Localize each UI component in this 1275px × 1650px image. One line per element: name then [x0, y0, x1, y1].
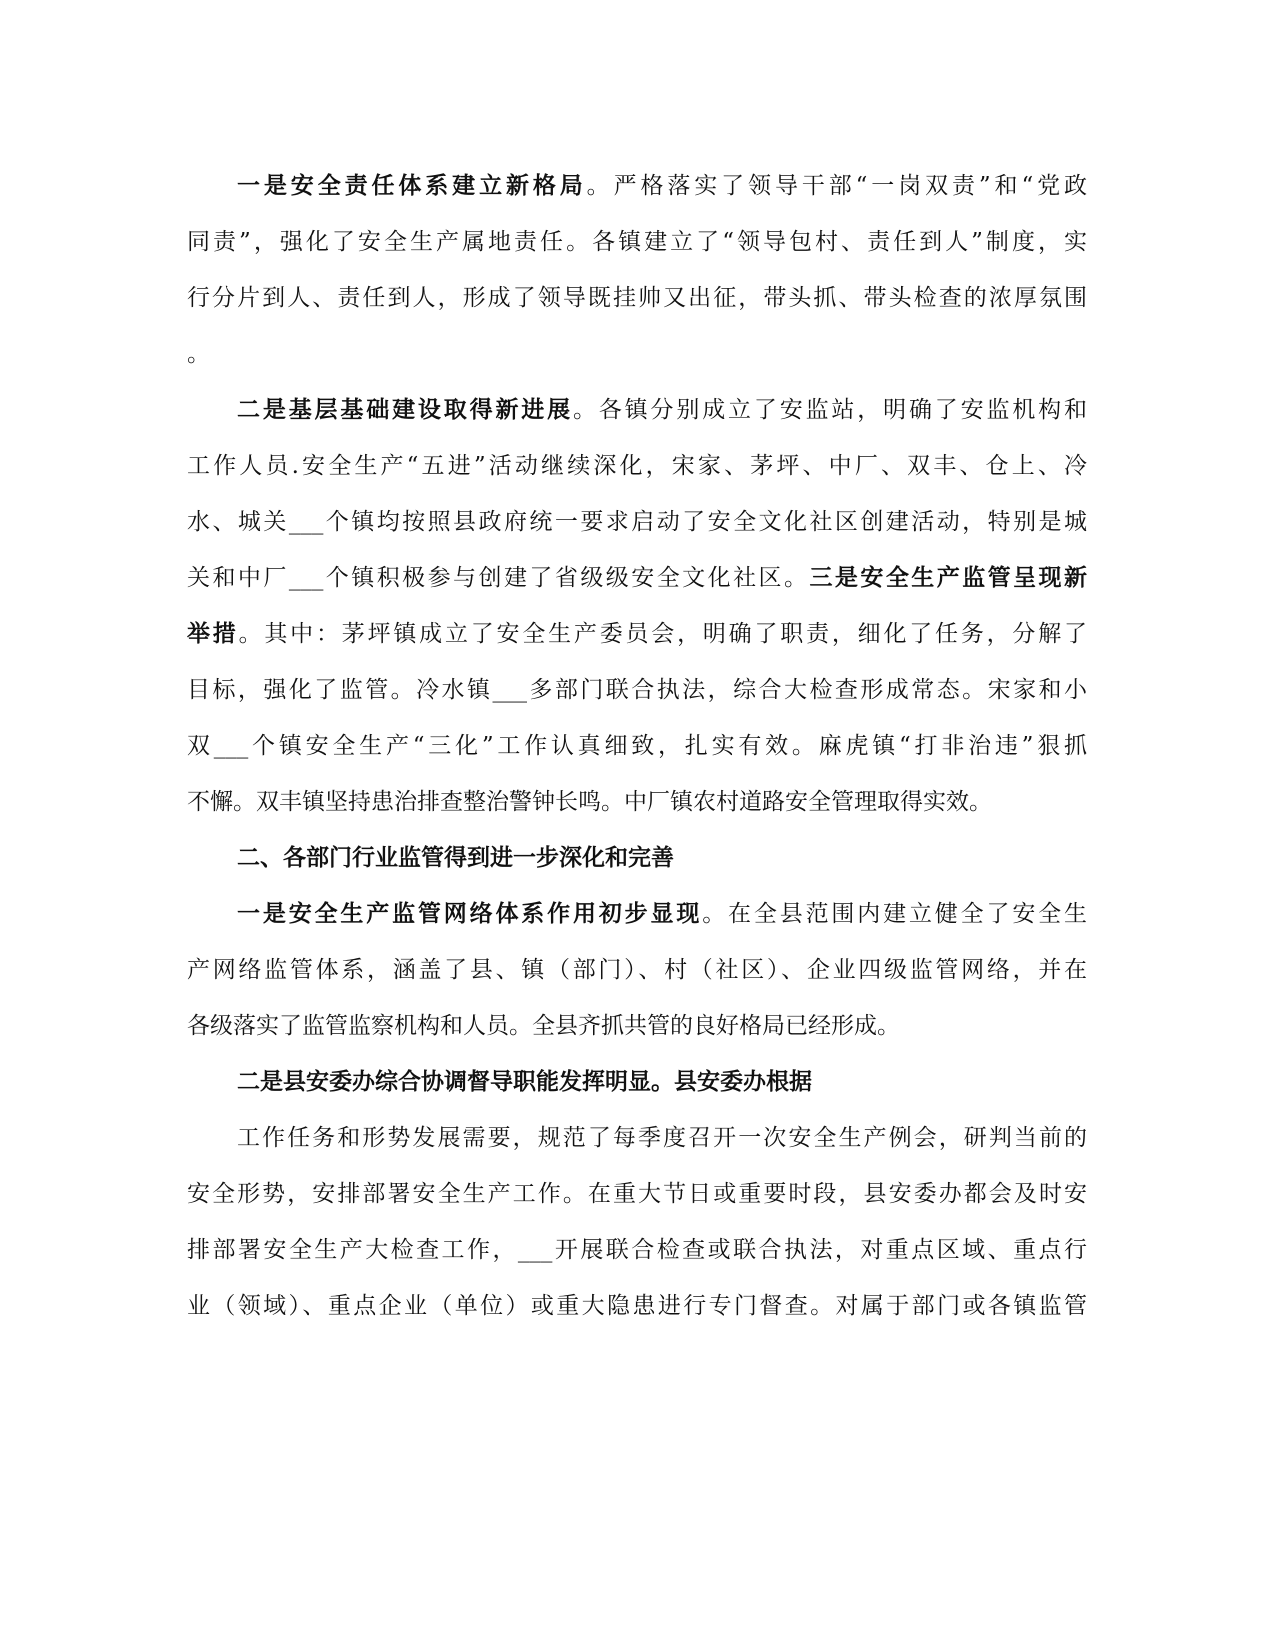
body-text: 。其中：茅坪镇成立了安全生产委员会，明确了职责，细化了任务，分解了 [238, 621, 1088, 647]
body-text: 。严格落实了领导干部“一岗双责”和“党政 [586, 173, 1087, 199]
bold-heading: 二是县安委办综合协调督导职能发挥明显。县安委办根据 [237, 1068, 812, 1095]
bold-heading: 二是基层基础建设取得新进展 [237, 396, 573, 423]
paragraph-line: 水、城关___个镇均按照县政府统一要求启动了安全文化社区创建活动，特别是城 [187, 509, 1087, 535]
body-text: 。各镇分别成立了安监站，明确了安监机构和 [572, 397, 1087, 423]
body-text: 关和中厂___个镇积极参与创建了省级级安全文化社区。 [187, 565, 810, 591]
paragraph-line: 各级落实了监管监察机构和人员。全县齐抓共管的良好格局已经形成。 [187, 1013, 900, 1039]
paragraph-line [187, 618, 1087, 650]
paragraph-line: 同责”，强化了安全生产属地责任。各镇建立了“领导包村、责任到人”制度，实 [187, 229, 1087, 255]
paragraph-line [237, 898, 1087, 930]
paragraph-line [237, 170, 1087, 202]
paragraph-line: 行分片到人、责任到人，形成了领导既挂帅又出征，带头抓、带头检查的浓厚氛围 [187, 285, 1087, 311]
paragraph-line [237, 394, 1087, 426]
body-text: 。在全县范围内建立健全了安全生 [702, 901, 1087, 927]
paragraph-line: 业（领域）、重点企业（单位）或重大隐患进行专门督查。对属于部门或各镇监管 [187, 1293, 1087, 1319]
bold-heading: 三是安全生产监管呈现新 [809, 564, 1088, 591]
bold-heading: 举措 [187, 620, 239, 647]
section-heading: 二、各部门行业监管得到进一步深化和完善 [237, 844, 674, 871]
paragraph-line: 安全形势，安排部署安全生产工作。在重大节日或重要时段，县安委办都会及时安 [187, 1181, 1087, 1207]
paragraph-line: 工作任务和形势发展需要，规范了每季度召开一次安全生产例会，研判当前的 [237, 1125, 1087, 1151]
paragraph-line: 。 [187, 341, 210, 367]
paragraph-line: 双___个镇安全生产“三化”工作认真细致，扎实有效。麻虎镇“打非治违”狠抓 [187, 733, 1087, 759]
paragraph-line: 排部署安全生产大检查工作，___开展联合检查或联合执法，对重点区域、重点行 [187, 1237, 1087, 1263]
paragraph-line [187, 562, 1087, 594]
paragraph-line: 产网络监管体系，涵盖了县、镇（部门）、村（社区）、企业四级监管网络，并在 [187, 957, 1087, 983]
bold-heading: 一是安全生产监管网络体系作用初步显现 [237, 900, 703, 927]
bold-heading: 一是安全责任体系建立新格局 [237, 172, 587, 199]
paragraph-line: 目标，强化了监管。冷水镇___多部门联合执法，综合大检查形成常态。宋家和小 [187, 677, 1087, 703]
paragraph-line: 不懈。双丰镇坚持患治排查整治警钟长鸣。中厂镇农村道路安全管理取得实效。 [187, 789, 992, 815]
paragraph-line: 工作人员.安全生产“五进”活动继续深化，宋家、茅坪、中厂、双丰、仓上、冷 [187, 453, 1087, 479]
